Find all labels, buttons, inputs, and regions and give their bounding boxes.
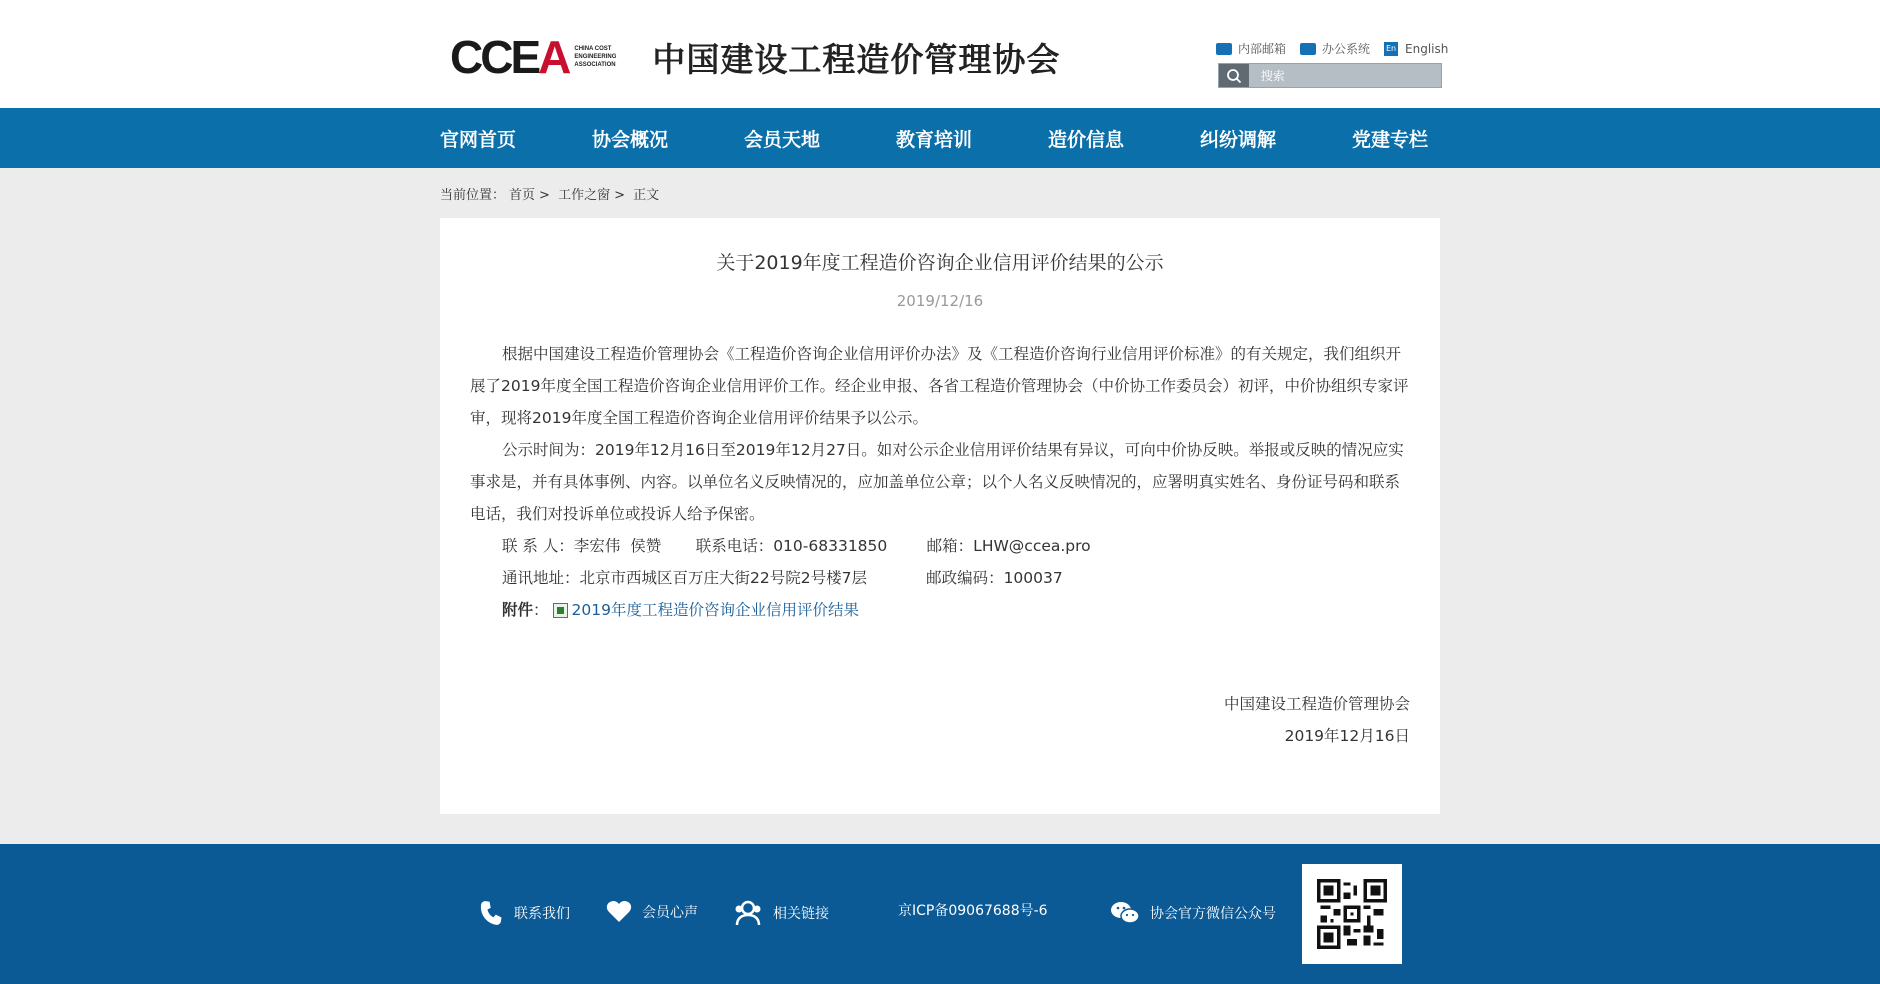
nav-item-home[interactable]: 官网首页 bbox=[440, 128, 517, 151]
signature-date: 2019年12月16日 bbox=[1284, 727, 1410, 745]
article-body bbox=[470, 338, 1410, 626]
footer-contact-link[interactable] bbox=[478, 900, 570, 926]
contact-line: 联 系 人：李宏伟 侯赞 联系电话：010-68331850 邮箱：LHW@ccea.pro bbox=[502, 537, 1091, 555]
office-link-label: 办公系统 bbox=[1322, 42, 1371, 56]
top-links bbox=[1216, 40, 1462, 57]
nav-item-about[interactable]: 协会概况 bbox=[592, 128, 669, 151]
attachment-link[interactable]: 2019年度工程造价咨询企业信用评价结果 bbox=[571, 601, 859, 619]
phone-icon bbox=[478, 900, 504, 926]
english-badge-icon: En bbox=[1384, 42, 1398, 56]
footer bbox=[0, 844, 1880, 984]
attachment-row bbox=[470, 594, 1410, 626]
briefcase-icon bbox=[1300, 43, 1316, 55]
signature bbox=[1224, 688, 1410, 752]
nav-item-cost-info[interactable]: 造价信息 bbox=[1048, 128, 1125, 151]
english-link[interactable] bbox=[1384, 42, 1448, 56]
nav-item-party[interactable]: 党建专栏 bbox=[1352, 128, 1429, 151]
attachment-colon: ： bbox=[533, 601, 549, 619]
site-title: 中国建设工程造价管理协会 bbox=[652, 39, 1061, 79]
search-box bbox=[1218, 63, 1442, 88]
breadcrumb-label: 当前位置： bbox=[440, 188, 506, 203]
article-title: 关于2019年度工程造价咨询企业信用评价结果的公示 bbox=[716, 252, 1164, 274]
site-logo[interactable] bbox=[450, 30, 1060, 84]
wechat-qr-code bbox=[1302, 864, 1402, 964]
logo-mark-accent: A bbox=[538, 31, 569, 83]
breadcrumb-separator: > bbox=[614, 188, 625, 203]
footer-wechat-label: 协会官方微信公众号 bbox=[1150, 906, 1276, 922]
logo-mark bbox=[450, 31, 569, 83]
search-button[interactable] bbox=[1219, 64, 1249, 87]
breadcrumb-separator: > bbox=[539, 188, 550, 203]
signature-org: 中国建设工程造价管理协会 bbox=[1223, 695, 1410, 713]
logo-mark-text: CCE bbox=[450, 31, 539, 83]
wechat-icon bbox=[1110, 900, 1140, 926]
heart-icon bbox=[606, 900, 632, 924]
footer-contact-label: 联系我们 bbox=[514, 906, 570, 922]
excel-file-icon bbox=[553, 603, 568, 618]
article-paragraph: 公示时间为：2019年12月16日至2019年12月27日。如对公示企业信用评价结果有异议，可向中价协反映。举报或反映的情况应实事求是，并有具体事例、内容。以单位名义反映情况的，应加盖单位公章；以个人名义反映情况的，应署明真实姓名、身份证号码和联系电话，我们对投诉单位或投诉人给予保密。 bbox=[470, 441, 1404, 523]
search-input[interactable] bbox=[1259, 68, 1441, 84]
mail-link[interactable] bbox=[1216, 40, 1286, 57]
qr-code-icon bbox=[1317, 879, 1387, 949]
nav-item-mediation[interactable]: 纠纷调解 bbox=[1200, 128, 1277, 151]
mail-icon bbox=[1216, 43, 1232, 55]
logo-subtitle: CHINA COST ENGINEERING ASSOCIATION bbox=[574, 46, 617, 68]
breadcrumb-home[interactable]: 首页 bbox=[509, 188, 536, 203]
top-header bbox=[0, 0, 1880, 108]
footer-wechat bbox=[1110, 900, 1276, 926]
footer-related-label: 相关链接 bbox=[773, 906, 829, 922]
article-card bbox=[440, 218, 1440, 814]
users-icon bbox=[733, 900, 763, 926]
icp-label: 京ICP备09067688号-6 bbox=[898, 903, 1048, 919]
breadcrumb-section[interactable]: 工作之窗 bbox=[558, 188, 611, 203]
nav-item-members[interactable]: 会员天地 bbox=[744, 128, 821, 151]
office-system-link[interactable] bbox=[1300, 40, 1370, 57]
address-line: 通讯地址：北京市西城区百万庄大街22号院2号楼7层 邮政编码：100037 bbox=[502, 569, 1063, 587]
nav-item-training[interactable]: 教育培训 bbox=[896, 128, 973, 151]
footer-members-link[interactable] bbox=[606, 900, 698, 924]
main-nav bbox=[0, 108, 1880, 168]
attachment-label: 附件 bbox=[502, 601, 534, 619]
footer-icp[interactable] bbox=[898, 900, 1048, 920]
article-date: 2019/12/16 bbox=[896, 292, 984, 310]
breadcrumb-current: 正文 bbox=[633, 188, 660, 203]
english-link-label: English bbox=[1405, 41, 1449, 56]
article-paragraph: 根据中国建设工程造价管理协会《工程造价咨询企业信用评价办法》及《工程造价咨询行业信用评价标准》的有关规定，我们组织开展了2019年度全国工程造价咨询企业信用评价工作。经企业申报、各省工程造价管理协会（中价协工作委员会）初评，中价协组织专家评审，现将2019年度全国工程造价咨询企业信用评价结果予以公示。 bbox=[470, 345, 1409, 427]
footer-related-link[interactable] bbox=[733, 900, 829, 926]
search-icon bbox=[1226, 68, 1242, 84]
footer-members-label: 会员心声 bbox=[642, 905, 698, 921]
breadcrumb bbox=[440, 184, 663, 203]
mail-link-label: 内部邮箱 bbox=[1238, 42, 1287, 56]
